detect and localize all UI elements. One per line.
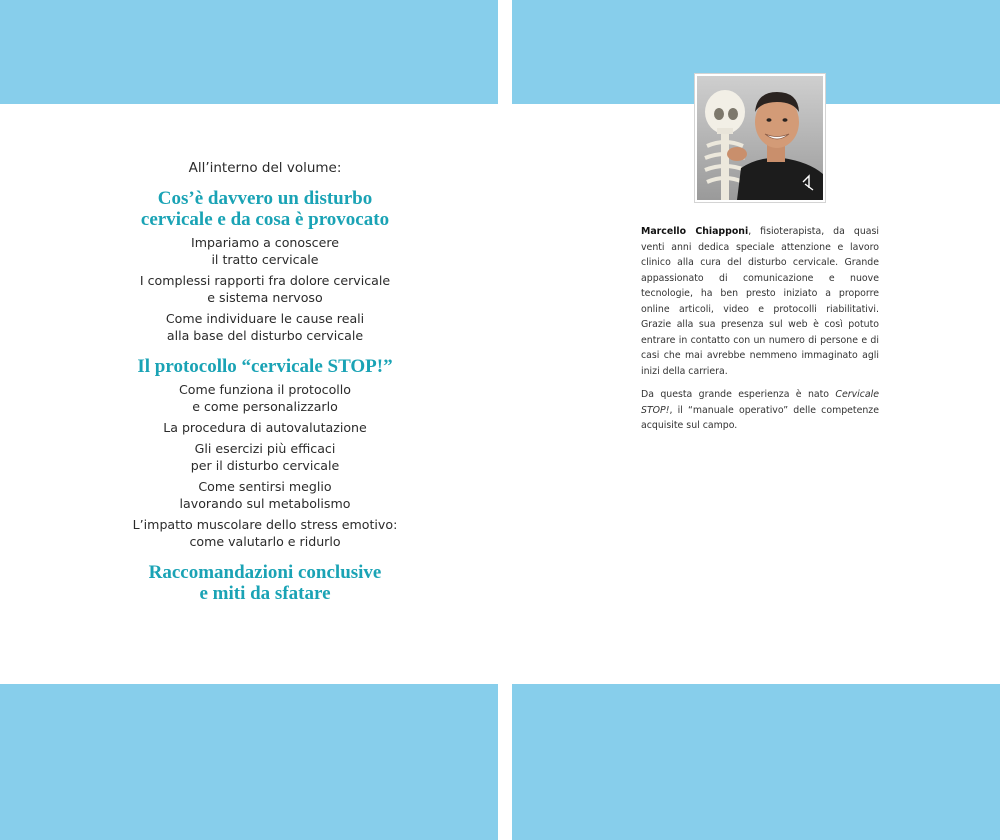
bio-paragraph-2 xyxy=(641,387,879,434)
author-name: Marcello Chiapponi xyxy=(641,226,749,237)
contents-intro: All’interno del volume: xyxy=(188,160,342,176)
section-3 xyxy=(95,562,435,604)
list-item: Come individuare le cause reali alla base del disturbo cervicale xyxy=(165,311,365,343)
bottom-left-color-band xyxy=(0,684,498,840)
list-item: I complessi rapporti fra dolore cervicale e sistema nervoso xyxy=(139,273,391,305)
section-items xyxy=(95,381,435,550)
section-1 xyxy=(95,188,435,344)
contents-block xyxy=(95,160,435,608)
section-title: Cos’è davvero un disturbo cervicale e da cosa è provocato xyxy=(140,188,390,230)
spine-gutter xyxy=(498,0,512,840)
list-item: Gli esercizi più efficaci per il disturbo cervicale xyxy=(190,441,340,473)
book-title: Cervicale STOP! xyxy=(641,389,879,416)
bio-text: , fisioterapista, da quasi venti anni dedica speciale attenzione e lavoro clinico alla cura del disturbo cervicale. Grande appassionato di comunicazione e nuove tecnologie, ha ben presto iniziato a proporre online articoli, video e protocolli riabilitativi. Grazie alla sua presenza sul web è così potuto entrare in contatto con un numero di persone e di casi che mai avrebbe nemmeno immaginato agli inizi della carriera. xyxy=(641,226,879,377)
list-item: La procedura di autovalutazione xyxy=(163,420,367,435)
section-items xyxy=(95,234,435,344)
section-title: Il protocollo “cervicale STOP!” xyxy=(137,356,393,377)
author-photo-frame xyxy=(694,73,826,203)
top-left-color-band xyxy=(0,0,498,104)
author-bio xyxy=(641,224,879,442)
list-item: Come sentirsi meglio lavorando sul metabolismo xyxy=(179,479,351,511)
bio-text: Da questa grande esperienza è nato xyxy=(641,389,836,400)
list-item: Impariamo a conoscere il tratto cervicale xyxy=(191,235,339,267)
list-item: L’impatto muscolare dello stress emotivo: come valutarlo e ridurlo xyxy=(132,517,398,549)
section-2 xyxy=(95,356,435,550)
bio-text: , il “manuale operativo” delle competenze acquisite sul campo. xyxy=(641,404,879,431)
list-item: Come funziona il protocollo e come personalizzarlo xyxy=(178,382,351,414)
section-title: Raccomandazioni conclusive e miti da sfatare xyxy=(148,562,382,604)
bottom-right-color-band xyxy=(512,684,1000,840)
author-photo xyxy=(697,76,823,200)
bio-paragraph-1 xyxy=(641,224,879,379)
